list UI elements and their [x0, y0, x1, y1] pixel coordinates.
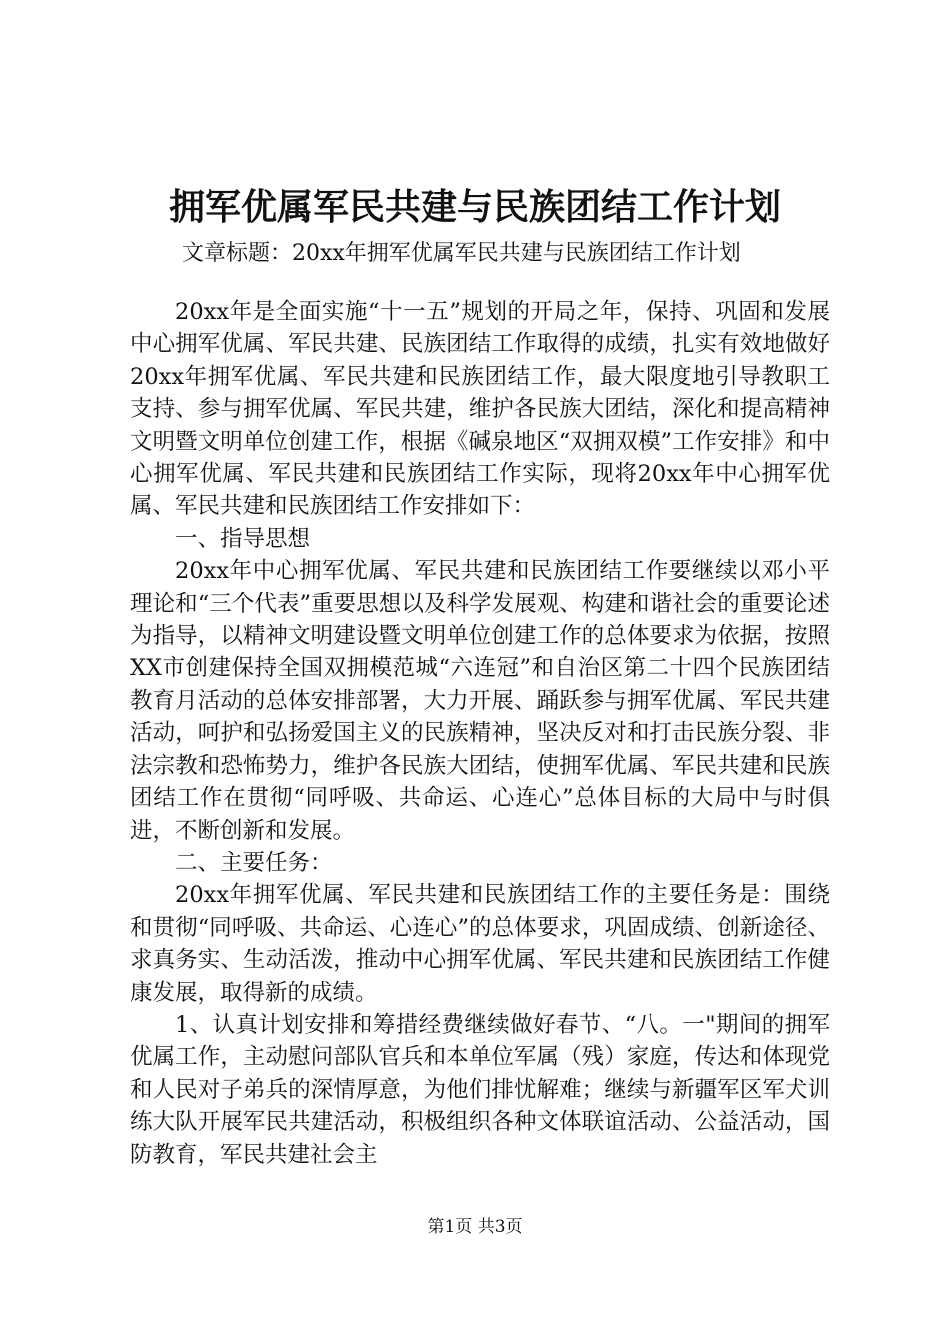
- paragraph-intro: 20xx年是全面实施“十一五”规划的开局之年，保持、巩固和发展中心拥军优属、军民共建、民族团结工作取得的成绩，扎实有效地做好20xx年拥军优属、军民共建和民族团结工作，最大限度地引导教职工支持、参与拥军优属、军民共建，维护各民族大团结，深化和提高精神文明暨文明单位创建工作，根据《碱泉地区“双拥双模”工作安排》和中心拥军优属、军民共建和民族团结工作实际，现将20xx年中心拥军优属、军民共建和民族团结工作安排如下：: [130, 299, 830, 520]
- section-heading-guiding-ideology: 一、指导思想: [175, 525, 311, 552]
- section-heading-main-tasks: 二、主要任务：: [175, 849, 333, 876]
- document-title: 拥军优属军民共建与民族团结工作计划: [168, 187, 781, 228]
- paragraph-main-tasks: 20xx年拥军优属、军民共建和民族团结工作的主要任务是：围绕和贯彻“同呼吸、共命运、心连心”的总体要求，巩固成绩、创新途径、求真务实、生动活泼，推动中心拥军优属、军民共建和民族团结工作健康发展，取得新的成绩。: [130, 882, 830, 1006]
- article-subtitle: 文章标题：20xx年拥军优属军民共建与民族团结工作计划: [182, 241, 741, 266]
- page-number: 第1页 共3页: [427, 1217, 523, 1237]
- paragraph-task-1: 1、认真计划安排和筹措经费继续做好春节、“八。一"期间的拥军优属工作，主动慰问部队官兵和本单位军属（残）家庭，传达和体现党和人民对子弟兵的深情厚意，为他们排忧解难；继续与新疆军区军犬训练大队开展军民共建活动，积极组织各种文体联谊活动、公益活动，国防教育，军民共建社会主: [130, 1011, 830, 1168]
- document-body: [130, 296, 830, 1171]
- paragraph-guiding-ideology: 20xx年中心拥军优属、军民共建和民族团结工作要继续以邓小平理论和“三个代表”重要思想以及科学发展观、构建和谐社会的重要论述为指导，以精神文明建设暨文明单位创建工作的总体要求为依据，按照XX市创建保持全国双拥模范城“六连冠”和自治区第二十四个民族团结教育月活动的总体安排部署，大力开展、踊跃参与拥军优属、军民共建活动，呵护和弘扬爱国主义的民族精神，坚决反对和打击民族分裂、非法宗教和恐怖势力，维护各民族大团结，使拥军优属、军民共建和民族团结工作在贯彻“同呼吸、共命运、心连心”总体目标的大局中与时俱进，不断创新和发展。: [130, 558, 830, 844]
